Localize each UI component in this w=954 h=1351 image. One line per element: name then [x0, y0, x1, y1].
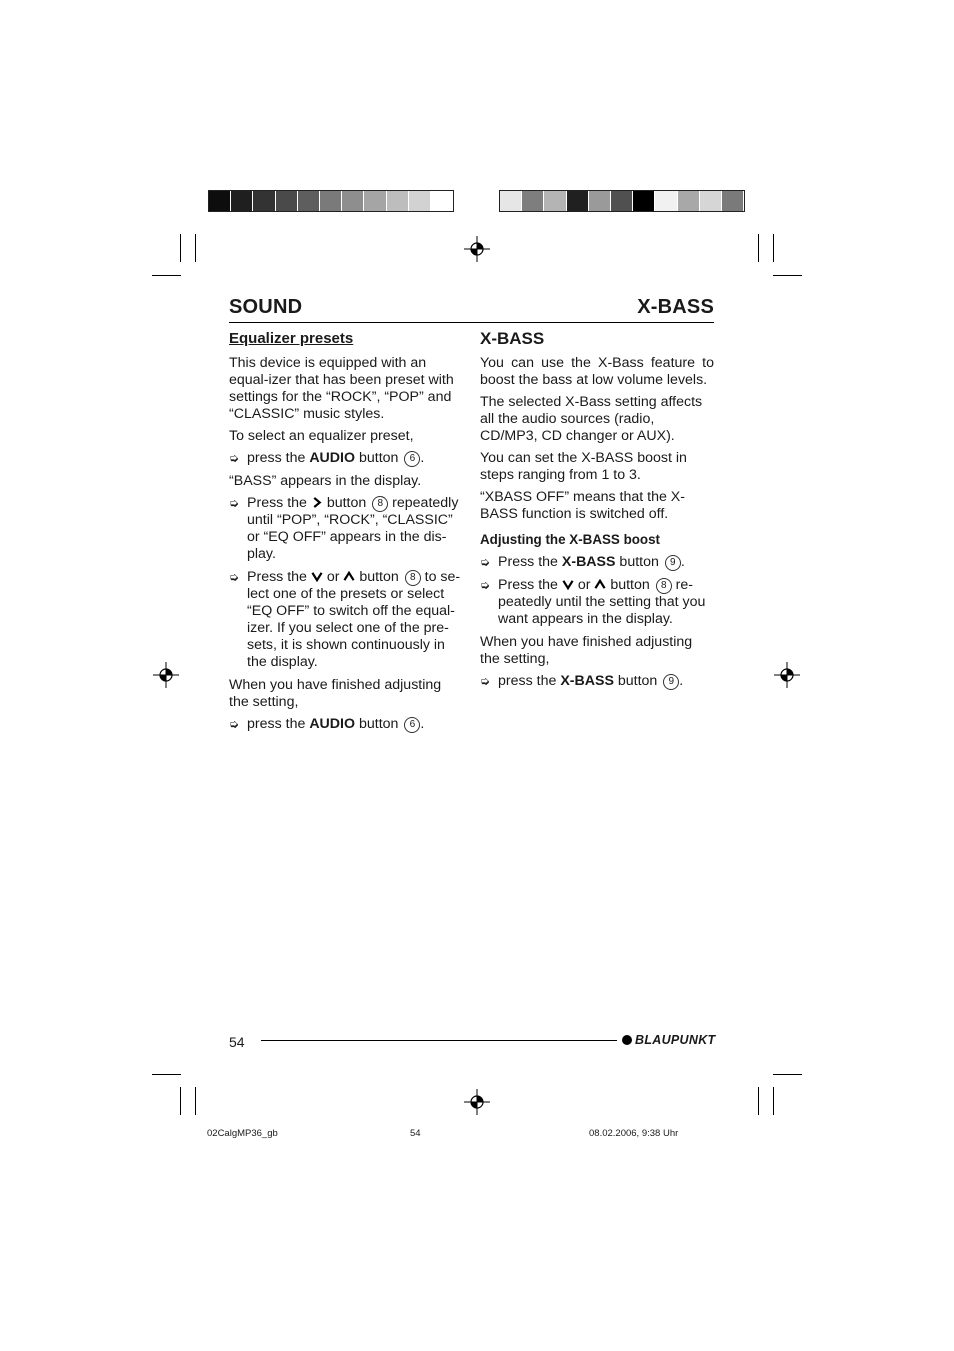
step-text: Press the [247, 569, 311, 585]
crop-mark [773, 1087, 774, 1115]
footer-rule [261, 1040, 617, 1041]
step-text: or [573, 577, 595, 593]
chevron-down-icon [311, 571, 323, 582]
arrow-icon: ➭ [229, 717, 240, 731]
crop-mark [758, 1087, 759, 1115]
button-number-badge: 8 [405, 570, 421, 586]
brand-name: BLAUPUNKT [635, 1033, 716, 1047]
step-text: re-peatedly until the setting that you want appears in the display. [498, 577, 706, 627]
color-swatch [567, 191, 589, 211]
step-text: . [420, 450, 425, 466]
step-text: press the [247, 450, 310, 466]
button-name: X-BASS [561, 554, 616, 570]
step-text: . [679, 673, 684, 689]
left-column [229, 330, 463, 739]
color-swatch [544, 191, 566, 211]
crop-mark [195, 1087, 196, 1115]
step-text: . [680, 554, 685, 570]
step-text: Press the [498, 577, 562, 593]
paragraph: You can set the X-BASS boost in steps ranging from 1 to 3. [480, 450, 687, 483]
crop-mark [152, 275, 181, 276]
paragraph: When you have finished adjusting the setting, [480, 634, 693, 667]
button-number-badge: 9 [665, 555, 681, 571]
button-name: AUDIO [309, 450, 356, 466]
registration-mark-icon [774, 662, 800, 688]
heading-equalizer-presets: Equalizer presets [229, 330, 354, 347]
button-number-badge: 8 [372, 496, 388, 512]
step-text: button [606, 577, 654, 593]
step-text: or [322, 569, 344, 585]
color-swatch [409, 191, 431, 211]
paragraph: The selected X-Bass setting affects all the audio sources (radio, CD/MP3, CD changer or AUX). [480, 394, 703, 444]
slug-page: 54 [410, 1128, 421, 1139]
color-swatch [298, 191, 320, 211]
paragraph: When you have finished adjusting the setting, [229, 677, 442, 710]
crop-mark [180, 234, 181, 262]
color-swatch [655, 191, 677, 211]
step-text: button [615, 554, 663, 570]
button-number-badge: 8 [656, 578, 672, 594]
chevron-up-icon [343, 571, 355, 582]
chevron-up-icon [594, 579, 606, 590]
subheading-adjusting: Adjusting the X-BASS boost [480, 532, 661, 547]
step-text: . [420, 716, 425, 732]
crop-mark [758, 234, 759, 262]
color-swatch [431, 191, 453, 211]
crop-mark [773, 275, 802, 276]
step-text: button [613, 673, 662, 689]
color-swatch [387, 191, 409, 211]
instruction-step [480, 577, 714, 628]
instruction-step [229, 716, 463, 733]
paragraph: “BASS” appears in the display. [229, 473, 422, 489]
instruction-step [229, 450, 463, 467]
crop-mark [773, 234, 774, 262]
paragraph: You can use the X-Bass feature to boost the bass at low volume levels. [480, 355, 714, 388]
crop-mark [180, 1087, 181, 1115]
color-swatch [611, 191, 633, 211]
button-name: X-BASS [560, 673, 614, 689]
button-number-badge: 9 [663, 674, 679, 690]
color-swatch [700, 191, 722, 211]
crop-mark [773, 1074, 802, 1075]
step-text: Press the [498, 554, 562, 570]
color-swatch [589, 191, 611, 211]
color-swatch [364, 191, 386, 211]
color-swatch [633, 191, 655, 211]
color-swatch [342, 191, 364, 211]
step-text: Press the [247, 495, 311, 511]
step-text: button [355, 716, 403, 732]
section-title-left: SOUND [229, 296, 303, 318]
arrow-icon: ➭ [480, 674, 491, 688]
instruction-step [229, 495, 463, 563]
step-text: repeatedly until “POP”, “ROCK”, “CLASSIC” or “EQ OFF” appears in the dis-play. [247, 495, 459, 562]
arrow-icon: ➭ [229, 570, 240, 584]
registration-mark-icon [464, 1089, 490, 1115]
color-strip-left [208, 190, 454, 212]
crop-mark [152, 1074, 181, 1075]
chevron-down-icon [562, 579, 574, 590]
color-swatch [253, 191, 275, 211]
heading-x-bass: X-BASS [480, 329, 545, 348]
step-text: button [355, 450, 403, 466]
slug-file: 02CalgMP36_gb [207, 1128, 278, 1139]
instruction-step [480, 554, 714, 571]
button-number-badge: 6 [404, 451, 420, 467]
header-rule [229, 322, 714, 323]
registration-mark-icon [464, 236, 490, 262]
step-text: press the [498, 673, 561, 689]
brand-dot-icon [622, 1035, 632, 1045]
paragraph: This device is equipped with an equal-izer that has been preset with settings for the “ROCK”, “POP” and “CLASSIC” music styles. [229, 355, 454, 422]
step-text: press the [247, 716, 310, 732]
button-number-badge: 6 [404, 717, 420, 733]
page-number: 54 [229, 1034, 245, 1050]
color-swatch [500, 191, 522, 211]
crop-mark [195, 234, 196, 262]
step-text: to se-lect one of the presets or select “EQ OFF” to switch off the equal-izer. If you select one of the pre-sets, it is shown continuously in the display. [247, 569, 461, 670]
chevron-right-icon [311, 497, 323, 508]
step-text: button [355, 569, 403, 585]
color-swatch [320, 191, 342, 211]
step-text: button [322, 495, 371, 511]
color-swatch [231, 191, 253, 211]
right-column [480, 330, 714, 696]
button-name: AUDIO [309, 716, 356, 732]
arrow-icon: ➭ [229, 496, 240, 510]
color-swatch [276, 191, 298, 211]
color-swatch [722, 191, 744, 211]
paragraph: To select an equalizer preset, [229, 428, 414, 444]
arrow-icon: ➭ [229, 451, 240, 465]
instruction-step [229, 569, 463, 671]
brand-logo [622, 1033, 715, 1047]
instruction-step [480, 673, 714, 690]
paragraph: “XBASS OFF” means that the X-BASS function is switched off. [480, 489, 685, 522]
color-strip-right [499, 190, 745, 212]
slug-date: 08.02.2006, 9:38 Uhr [589, 1128, 679, 1139]
registration-mark-icon [153, 662, 179, 688]
color-swatch [678, 191, 700, 211]
color-swatch [522, 191, 544, 211]
color-swatch [209, 191, 231, 211]
arrow-icon: ➭ [480, 578, 491, 592]
section-title-right: X-BASS [637, 296, 714, 318]
arrow-icon: ➭ [480, 555, 491, 569]
